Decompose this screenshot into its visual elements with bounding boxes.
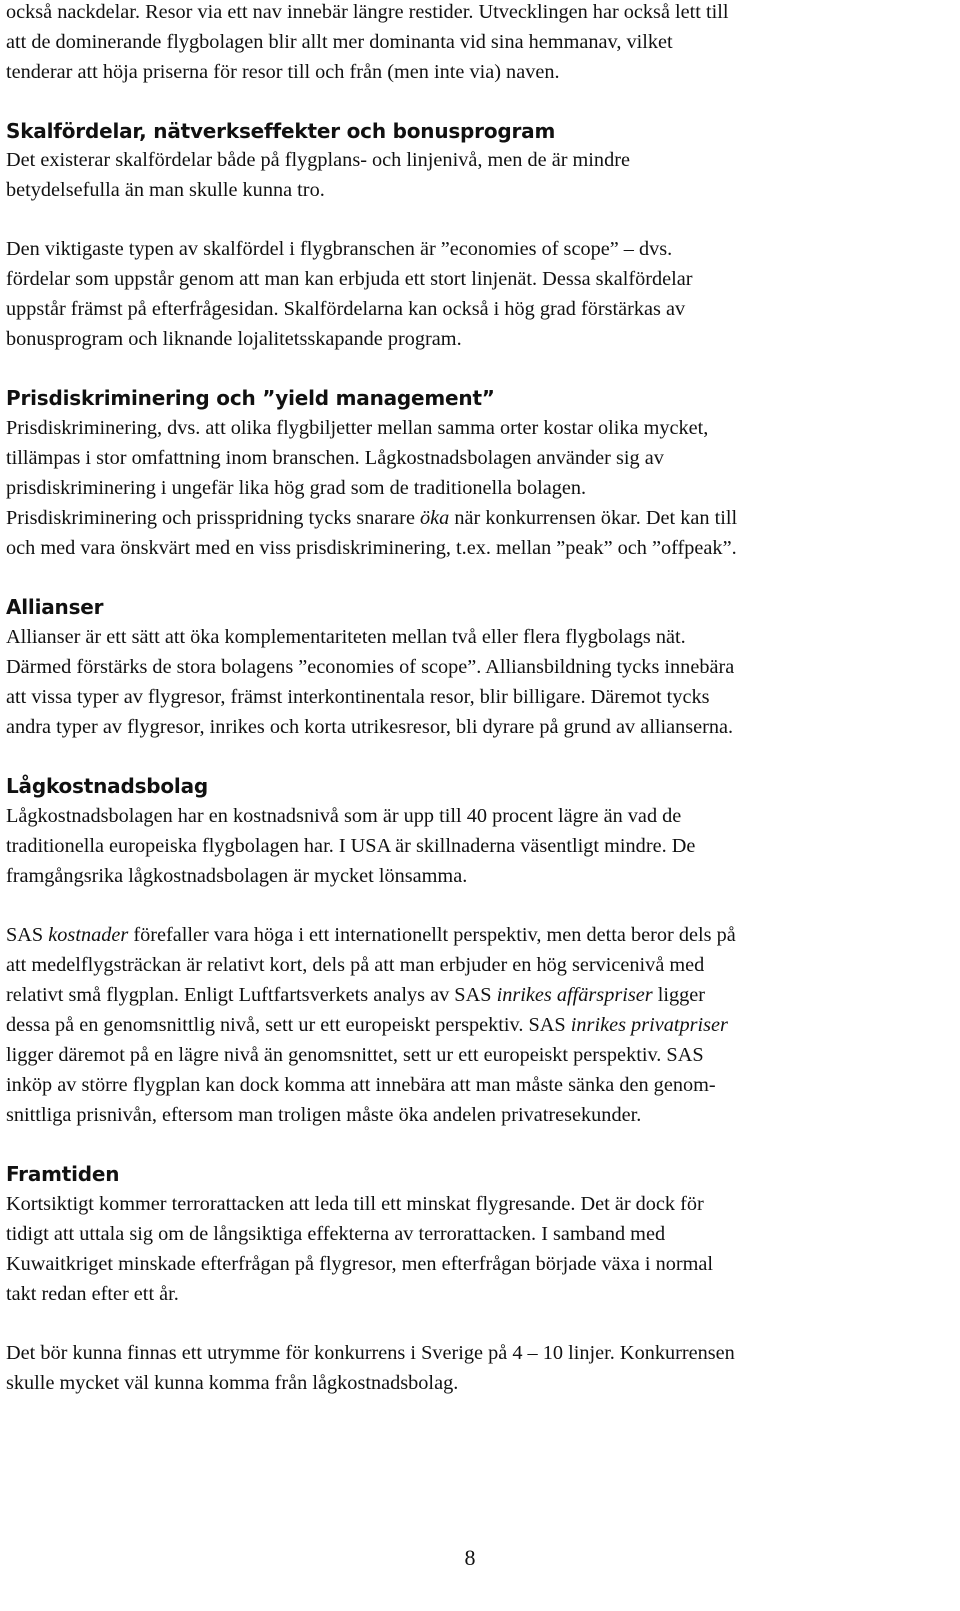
prisdiskriminering-paragraph <box>6 413 737 563</box>
section-heading-allianser: Allianser <box>6 595 104 619</box>
text-segment: ligger <box>652 984 706 1006</box>
text-line: att vissa typer av flygresor, främst interkontinentala resor, blir billigare. Däremot tycks <box>6 686 710 708</box>
framtiden-paragraph-2 <box>6 1338 735 1398</box>
text-line <box>6 1010 736 1040</box>
text-segment: SAS <box>6 924 49 946</box>
text-line: Därmed förstärks de stora bolagens ”economies of scope”. Alliansbildning tycks innebära <box>6 656 735 678</box>
text-line: betydelsefulla än man skulle kunna tro. <box>6 179 325 201</box>
text-line: Det existerar skalfördelar både på flygplans- och linjenivå, men de är mindre <box>6 149 630 171</box>
text-line <box>6 920 736 950</box>
text-line: Det bör kunna finnas ett utrymme för konkurrens i Sverige på 4 – 10 linjer. Konkurrensen <box>6 1342 735 1364</box>
text-line: framgångsrika lågkostnadsbolagen är mycket lönsamma. <box>6 865 468 887</box>
text-line: tidigt att uttala sig om de långsiktiga effekterna av terrorattacken. I samband med <box>6 1223 666 1245</box>
text-line <box>6 980 736 1010</box>
intro-paragraph <box>6 0 729 87</box>
text-line: andra typer av flygresor, inrikes och korta utrikesresor, bli dyrare på grund av allianserna. <box>6 716 734 738</box>
text-line: prisdiskriminering i ungefär lika hög grad som de traditionella bolagen. <box>6 477 587 499</box>
text-line: ligger däremot på en lägre nivå än genomsnittet, sett ur ett europeiskt perspektiv. SAS <box>6 1044 704 1066</box>
text-line: tillämpas i stor omfattning inom branschen. Lågkostnadsbolagen använder sig av <box>6 447 664 469</box>
text-line: takt redan efter ett år. <box>6 1283 179 1305</box>
text-line: skulle mycket väl kunna komma från lågkostnadsbolag. <box>6 1372 459 1394</box>
emphasis-text: öka <box>420 507 450 529</box>
text-line: och med vara önskvärt med en viss prisdiskriminering, t.ex. mellan ”peak” och ”offpeak”. <box>6 537 737 559</box>
text-line: att medelflygsträckan är relativt kort, dels på att man erbjuder en hög servicenivå med <box>6 954 705 976</box>
text-line: traditionella europeiska flygbolagen har. I USA är skillnaderna väsentligt mindre. De <box>6 835 696 857</box>
text-segment: när konkurrensen ökar. Det kan till <box>449 507 738 529</box>
text-segment: Prisdiskriminering och prisspridning tycks snarare <box>6 507 421 529</box>
text-line: fördelar som uppstår genom att man kan erbjuda ett stort linjenät. Dessa skalfördelar <box>6 268 693 290</box>
section-heading-skalfordelar: Skalfördelar, nätverkseffekter och bonusprogram <box>6 119 556 143</box>
emphasis-text: inrikes affärspriser <box>496 984 653 1006</box>
text-line: snittliga prisnivån, eftersom man troligen måste öka andelen privatresekunder. <box>6 1104 642 1126</box>
text-line: också nackdelar. Resor via ett nav innebär längre restider. Utvecklingen har också lett till <box>6 1 729 23</box>
section-heading-prisdiskriminering: Prisdiskriminering och ”yield management” <box>6 386 495 410</box>
emphasis-text: inrikes privatpriser <box>570 1014 728 1036</box>
page-number: 8 <box>464 1545 476 1570</box>
text-line: Prisdiskriminering, dvs. att olika flygbiljetter mellan samma orter kostar olika mycket, <box>6 417 709 439</box>
text-line: Allianser är ett sätt att öka komplementariteten mellan två eller flera flygbolags nät. <box>6 626 686 648</box>
lagkostnadsbolag-paragraph-2 <box>6 920 736 1130</box>
text-line: Kuwaitkriget minskade efterfrågan på flygresor, men efterfrågan började växa i normal <box>6 1253 714 1275</box>
text-line: uppstår främst på efterfrågesidan. Skalfördelarna kan också i hög grad förstärkas av <box>6 298 686 320</box>
text-line <box>6 503 737 533</box>
text-line: att de dominerande flygbolagen blir allt mer dominanta vid sina hemmanav, vilket <box>6 31 673 53</box>
section-heading-lagkostnadsbolag: Lågkostnadsbolag <box>6 774 209 798</box>
emphasis-text: kostnader <box>48 924 129 946</box>
text-line: Kortsiktigt kommer terrorattacken att leda till ett minskat flygresande. Det är dock för <box>6 1193 704 1215</box>
framtiden-paragraph-1 <box>6 1189 713 1309</box>
text-segment: dessa på en genomsnittlig nivå, sett ur ett europeiskt perspektiv. SAS <box>6 1014 571 1036</box>
text-line: inköp av större flygplan kan dock komma att innebära att man måste sänka den genom- <box>6 1074 716 1096</box>
section-heading-framtiden: Framtiden <box>6 1162 120 1186</box>
allianser-paragraph <box>6 622 734 742</box>
text-line: Den viktigaste typen av skalfördel i flygbranschen är ”economies of scope” – dvs. <box>6 238 673 260</box>
text-line: Lågkostnadsbolagen har en kostnadsnivå som är upp till 40 procent lägre än vad de <box>6 805 682 827</box>
text-line: tenderar att höja priserna för resor till och från (men inte via) naven. <box>6 61 560 83</box>
text-segment: relativt små flygplan. Enligt Luftfartsverkets analys av SAS <box>6 984 497 1006</box>
skalfordelar-paragraph-2 <box>6 234 693 354</box>
text-line: bonusprogram och liknande lojalitetsskapande program. <box>6 328 462 350</box>
lagkostnadsbolag-paragraph-1 <box>6 801 695 891</box>
skalfordelar-paragraph-1 <box>6 145 630 205</box>
text-segment: förefaller vara höga i ett internationellt perspektiv, men detta beror dels på <box>128 924 736 946</box>
